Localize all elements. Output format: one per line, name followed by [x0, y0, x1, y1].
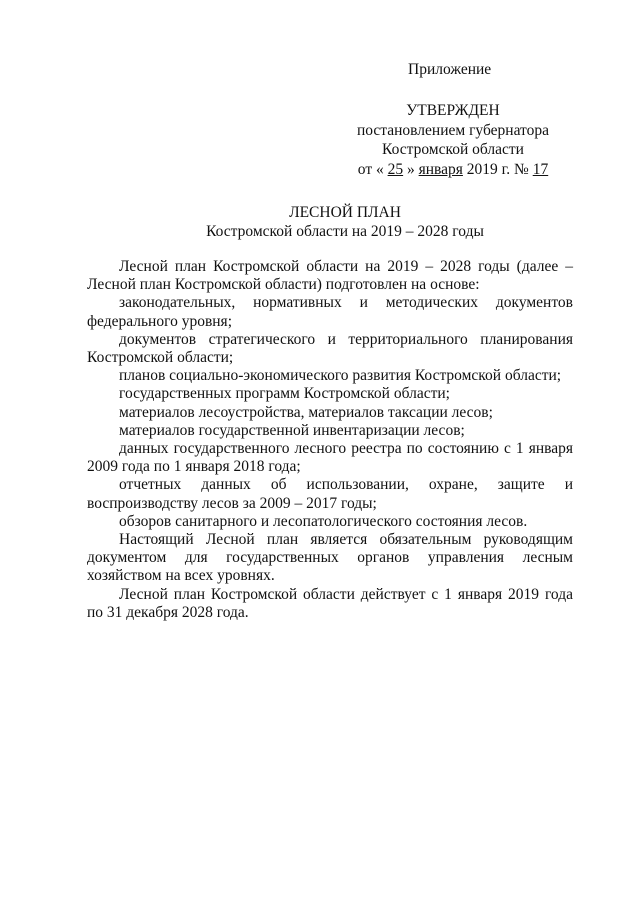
- basis-item: отчетных данных об использовании, охране, защите и воспроизводству лесов за 2009 – 2017 годы;: [87, 476, 573, 512]
- basis-item: обзоров санитарного и лесопатологического состояния лесов.: [119, 512, 528, 530]
- title-line-2: Костромской области на 2019 – 2028 годы: [206, 223, 484, 240]
- basis-item: данных государственного лесного реестра по состоянию с 1 января 2009 года по 1 января 2018 года;: [87, 440, 573, 476]
- approval-heading: УТВЕРЖДЕН: [406, 102, 500, 119]
- basis-item: материалов лесоустройства, материалов таксации лесов;: [119, 403, 493, 421]
- annex-label: Приложение: [408, 61, 492, 78]
- date-mid-1: »: [406, 160, 415, 178]
- basis-item: законодательных, нормативных и методических документов федерального уровня;: [87, 294, 573, 330]
- basis-item: государственных программ Костромской области;: [119, 385, 450, 403]
- intro-paragraph: Лесной план Костромской области на 2019 – 2028 годы (далее – Лесной план Костромской области) подготовлен на основе:: [87, 258, 573, 294]
- mandatory-paragraph: Настоящий Лесной план является обязательным руководящим документом для государственных органов управления лесным хозяйством на всех уровнях.: [87, 531, 573, 585]
- date-prefix: от «: [357, 160, 384, 178]
- basis-item: документов стратегического и территориального планирования Костромской области;: [87, 330, 573, 367]
- decree-number: 17: [532, 160, 549, 178]
- basis-item: материалов государственной инвентаризации лесов;: [119, 421, 465, 439]
- approval-line-1: постановлением губернатора: [356, 121, 550, 139]
- title-line-1: ЛЕСНОЙ ПЛАН: [289, 204, 401, 221]
- validity-paragraph: Лесной план Костромской области действует с 1 января 2019 года по 31 декабря 2028 года.: [87, 585, 573, 621]
- approval-line-2: Костромской области: [382, 141, 524, 158]
- approval-date-line: [335, 160, 571, 180]
- document-title: [100, 203, 590, 241]
- document-body: [87, 258, 573, 622]
- date-day: 25: [387, 160, 404, 178]
- date-mid-2: 2019 г. №: [466, 160, 529, 178]
- approval-block: [335, 101, 571, 179]
- date-month: января: [418, 160, 463, 178]
- basis-item: планов социально-экономического развития Костромской области;: [119, 367, 562, 385]
